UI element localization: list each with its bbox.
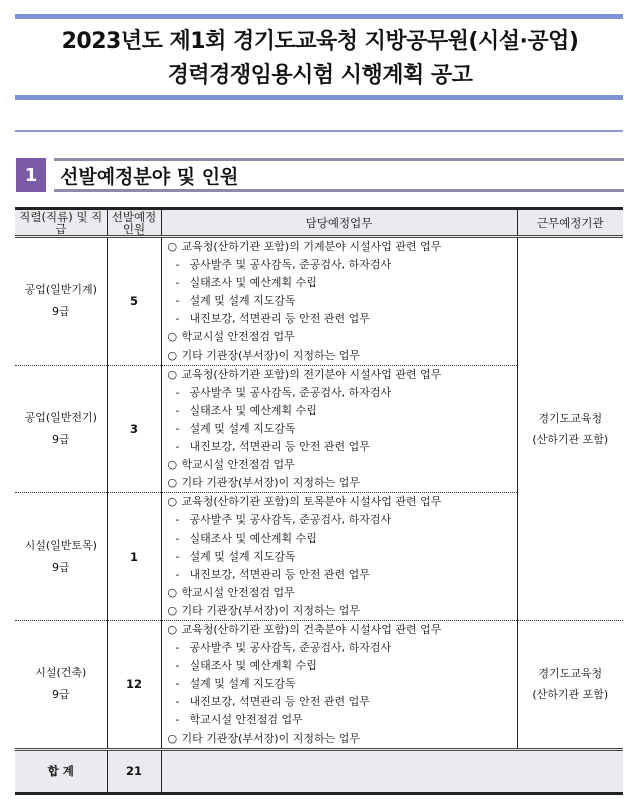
org-note: (산하기관 포함)	[532, 688, 609, 702]
duty-item	[168, 730, 511, 748]
duty-text: 교육청(산하기관 포함)의 건축분야 시설사업 관련 업무	[181, 622, 442, 636]
duty-text: 학교시설 안전점검 업무	[181, 458, 295, 472]
org-note: (산하기관 포함)	[532, 432, 609, 446]
duty-text: 공사발주 및 공사감독, 준공검사, 하자검사	[189, 385, 392, 399]
section-heading	[16, 158, 624, 192]
dash-bullet-icon: -	[175, 549, 180, 563]
duty-text: 공사발주 및 공사감독, 준공검사, 하자검사	[189, 641, 392, 655]
table-row	[15, 620, 623, 749]
dash-bullet-icon: -	[175, 294, 180, 308]
duty-sub-item	[168, 548, 511, 566]
total-count: 21	[107, 749, 161, 793]
circle-bullet-icon: ○	[167, 495, 178, 509]
section-rule-bottom	[54, 189, 624, 192]
count-cell: 12	[107, 620, 161, 749]
grade-series: 공업(일반전기)	[24, 410, 97, 424]
org-name: 경기도교육청	[538, 667, 603, 681]
circle-bullet-icon: ○	[167, 476, 178, 490]
org-name: 경기도교육청	[538, 411, 603, 425]
dash-bullet-icon: -	[175, 276, 180, 290]
duty-text: 학교시설 안전점검 업무	[181, 585, 295, 599]
org-cell	[517, 620, 623, 749]
dash-bullet-icon: -	[175, 513, 180, 527]
duty-cell	[161, 365, 517, 493]
circle-bullet-icon: ○	[167, 458, 178, 472]
dash-bullet-icon: -	[175, 258, 180, 272]
duty-text: 교육청(산하기관 포함)의 토목분야 시설사업 관련 업무	[181, 495, 442, 509]
duty-sub-item	[168, 566, 511, 584]
org-cell	[517, 237, 623, 621]
section-title: 선발예정분야 및 인원	[60, 166, 239, 188]
duty-item	[168, 366, 511, 384]
circle-bullet-icon: ○	[167, 622, 178, 636]
dash-bullet-icon: -	[175, 531, 180, 545]
duty-item	[168, 584, 511, 602]
grade-cell	[15, 620, 107, 749]
duty-text: 학교시설 안전점검 업무	[189, 713, 303, 727]
dash-bullet-icon: -	[175, 677, 180, 691]
grade-series: 공업(일반기계)	[24, 283, 97, 297]
grade-level: 9급	[51, 560, 70, 574]
duty-text: 기타 기관장(부서장)이 지정하는 업무	[181, 731, 360, 745]
grade-cell	[15, 365, 107, 493]
duty-item	[168, 602, 511, 620]
duty-text: 내진보강, 석면관리 등 안전 관련 업무	[189, 567, 370, 581]
total-empty-cell	[161, 749, 623, 793]
duty-text: 교육청(산하기관 포함)의 전기분야 시설사업 관련 업무	[181, 367, 442, 381]
duty-item	[168, 238, 511, 256]
dash-bullet-icon: -	[175, 385, 180, 399]
duty-text: 교육청(산하기관 포함)의 기계분야 시설사업 관련 업무	[181, 240, 442, 253]
divider-rule	[15, 130, 623, 132]
duty-text: 실태조사 및 예산계획 수립	[189, 276, 317, 290]
duty-item	[168, 328, 511, 346]
total-row	[15, 749, 623, 793]
duty-cell	[161, 493, 517, 621]
duty-sub-item	[168, 292, 511, 310]
duty-text: 설계 및 설계 지도감독	[189, 549, 296, 563]
circle-bullet-icon: ○	[167, 603, 178, 617]
duty-item	[168, 621, 511, 639]
count-cell: 5	[107, 237, 161, 366]
duty-sub-item	[168, 693, 511, 711]
duty-text: 내진보강, 석면관리 등 안전 관련 업무	[189, 440, 370, 454]
duty-text: 실태조사 및 예산계획 수립	[189, 531, 317, 545]
document-title-line-1: 2023년도 제1회 경기도교육청 지방공무원(시설·공업)	[61, 29, 579, 54]
duty-text: 내진보강, 석면관리 등 안전 관련 업무	[189, 312, 370, 326]
title-bottom-rule	[15, 95, 623, 100]
header-duty: 담당예정업무	[161, 209, 517, 237]
duty-sub-item	[168, 384, 511, 402]
duty-text: 내진보강, 석면관리 등 안전 관련 업무	[189, 695, 370, 709]
circle-bullet-icon: ○	[167, 348, 178, 362]
duty-cell	[161, 237, 517, 366]
circle-bullet-icon: ○	[167, 367, 178, 381]
header-grade: 직렬(직류) 및 직급	[15, 209, 107, 237]
duty-text: 기타 기관장(부서장)이 지정하는 업무	[181, 476, 360, 490]
duty-text: 실태조사 및 예산계획 수립	[189, 403, 317, 417]
dash-bullet-icon: -	[175, 713, 180, 727]
grade-series: 시설(일반토목)	[24, 538, 97, 552]
grade-series: 시설(건축)	[35, 666, 87, 680]
duty-cell	[161, 620, 517, 749]
recruitment-table	[15, 207, 623, 795]
section-rule-top	[54, 158, 624, 161]
duty-sub-item	[168, 256, 511, 274]
duty-item	[168, 347, 511, 365]
duty-text: 기타 기관장(부서장)이 지정하는 업무	[181, 348, 360, 362]
dash-bullet-icon: -	[175, 695, 180, 709]
header-org: 근무예정기관	[517, 209, 623, 237]
dash-bullet-icon: -	[175, 312, 180, 326]
dash-bullet-icon: -	[175, 421, 180, 435]
duty-item	[168, 456, 511, 474]
table-header-row	[15, 209, 623, 237]
duty-text: 공사발주 및 공사감독, 준공검사, 하자검사	[189, 513, 392, 527]
duty-sub-item	[168, 420, 511, 438]
count-cell: 3	[107, 365, 161, 493]
duty-sub-item	[168, 711, 511, 729]
duty-text: 기타 기관장(부서장)이 지정하는 업무	[181, 603, 360, 617]
duty-item	[168, 474, 511, 492]
header-count: 선발예정 인원	[107, 209, 161, 237]
circle-bullet-icon: ○	[167, 585, 178, 599]
duty-text: 실태조사 및 예산계획 수립	[189, 659, 317, 673]
count-cell: 1	[107, 493, 161, 621]
dash-bullet-icon: -	[175, 659, 180, 673]
grade-cell	[15, 237, 107, 366]
duty-sub-item	[168, 274, 511, 292]
duty-text: 설계 및 설계 지도감독	[189, 677, 296, 691]
circle-bullet-icon: ○	[167, 240, 178, 253]
circle-bullet-icon: ○	[167, 731, 178, 745]
duty-text: 공사발주 및 공사감독, 준공검사, 하자검사	[189, 258, 392, 272]
dash-bullet-icon: -	[175, 440, 180, 454]
duty-item	[168, 493, 511, 511]
duty-sub-item	[168, 657, 511, 675]
duty-text: 설계 및 설계 지도감독	[189, 421, 296, 435]
dash-bullet-icon: -	[175, 403, 180, 417]
duty-sub-item	[168, 310, 511, 328]
duty-sub-item	[168, 438, 511, 456]
grade-level: 9급	[51, 688, 70, 702]
grade-level: 9급	[51, 432, 70, 446]
circle-bullet-icon: ○	[167, 330, 178, 344]
title-top-rule	[15, 14, 623, 19]
duty-text: 학교시설 안전점검 업무	[181, 330, 295, 344]
table-row	[15, 237, 623, 366]
duty-sub-item	[168, 402, 511, 420]
duty-sub-item	[168, 530, 511, 548]
grade-level: 9급	[51, 305, 70, 319]
duty-sub-item	[168, 511, 511, 529]
total-label: 합 계	[15, 749, 107, 793]
duty-text: 설계 및 설계 지도감독	[189, 294, 296, 308]
section-number-badge: 1	[16, 158, 46, 192]
dash-bullet-icon: -	[175, 567, 180, 581]
duty-sub-item	[168, 639, 511, 657]
document-title-line-2: 경력경쟁임용시험 시행계획 공고	[167, 63, 473, 88]
dash-bullet-icon: -	[175, 641, 180, 655]
duty-sub-item	[168, 675, 511, 693]
grade-cell	[15, 493, 107, 621]
